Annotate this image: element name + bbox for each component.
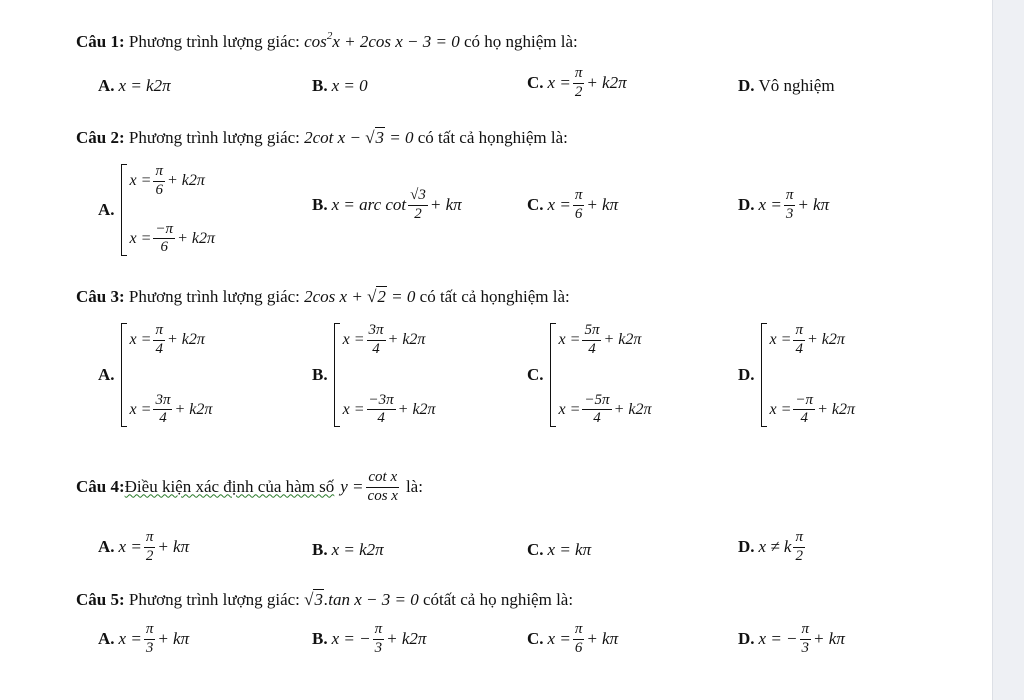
answer-D[interactable]: D. x ≠ k $\frac{\pi}{2}$ (738, 529, 803, 564)
question-text: Phương trình lượng giác: (128, 128, 300, 147)
answer-D[interactable]: D. x = − $\frac{\pi}{3}$ + kπ (738, 621, 845, 656)
answer-A[interactable]: A. x = k2π (98, 76, 171, 95)
answer-C[interactable]: C. x = $\frac{\pi}{6}$ + kπ (527, 187, 619, 222)
question-label: Câu 3: (76, 287, 125, 306)
question-text: Điều kiện xác định của hàm số (124, 477, 335, 497)
question-text: Phương trình lượng giác: (128, 32, 300, 51)
question-1 (76, 30, 578, 52)
question-tail: có tất cả họnghiệm là: (417, 128, 568, 147)
answer-A[interactable]: A. x = $\frac{\pi}{2}$ + kπ (98, 529, 190, 564)
question-label: Câu 4: (76, 477, 125, 497)
function-fraction: $\frac{\text{cot x}}{\text{cos x}}$ (367, 469, 398, 504)
answer-B[interactable]: B. x = − $\frac{\pi}{3}$ + k2π (312, 621, 427, 656)
answer-D[interactable]: D. Vô nghiệm (738, 76, 835, 95)
answer-B[interactable]: B. x = arc cot $\frac{√3}{2}$ + kπ (312, 187, 462, 222)
answer-C[interactable]: C. x = $\frac{\pi}{2}$ + k2π (527, 65, 627, 100)
question-text: Phương trình lượng giác: (128, 590, 300, 609)
question-tail: là: (405, 477, 423, 497)
answer-D[interactable]: D. x = $\frac{\pi}{3}$ + kπ (738, 187, 830, 222)
question-label: Câu 1: (76, 32, 125, 51)
answer-C[interactable]: C. x = $\frac{5\pi}{4}$ + k2π x = $\frac{-5\pi}{4}$ + k2π (527, 322, 652, 427)
question-label: Câu 5: (76, 590, 125, 609)
question-5 (76, 590, 573, 610)
equation: 2cos x + √2 = 0 (304, 287, 416, 306)
equation: √3.tan x − 3 = 0 (304, 590, 419, 609)
answer-A[interactable]: A. x = $\frac{\pi}{6}$ + k2π x = $\frac{-\pi}{6}$ + k2π (98, 163, 215, 256)
viewer-background (992, 0, 1024, 700)
answer-A[interactable]: A. x = $\frac{\pi}{4}$ + k2π x = $\frac{3\pi}{4}$ + k2π (98, 322, 213, 427)
equation: 2cot x − √3 = 0 (304, 128, 414, 147)
question-tail: có họ nghiệm là: (463, 32, 578, 51)
answer-D[interactable]: D. x = $\frac{\pi}{4}$ + k2π x = $\frac{-\pi}{4}$ + k2π (738, 322, 855, 427)
question-label: Câu 2: (76, 128, 125, 147)
question-4 (76, 470, 423, 505)
question-text: Phương trình lượng giác: (128, 287, 300, 306)
answer-B[interactable]: B. x = 0 (312, 76, 368, 95)
question-2 (76, 128, 568, 148)
answer-A[interactable]: A. x = $\frac{\pi}{3}$ + kπ (98, 621, 190, 656)
answer-B[interactable]: B. x = $\frac{3\pi}{4}$ + k2π x = $\frac{-3\pi}{4}$ + k2π (312, 322, 436, 427)
question-tail: cótất cả họ nghiệm là: (422, 590, 574, 609)
answer-C[interactable]: C. x = kπ (527, 540, 592, 559)
function-y-label: y = (340, 477, 364, 497)
question-tail: có tất cả họnghiệm là: (419, 287, 570, 306)
equation: $\cos^2x + 2\cos$ x − 3 = 0 (304, 30, 460, 51)
answer-C[interactable]: C. x = $\frac{\pi}{6}$ + kπ (527, 621, 619, 656)
question-3 (76, 287, 570, 307)
answer-B[interactable]: B. x = k2π (312, 540, 384, 559)
